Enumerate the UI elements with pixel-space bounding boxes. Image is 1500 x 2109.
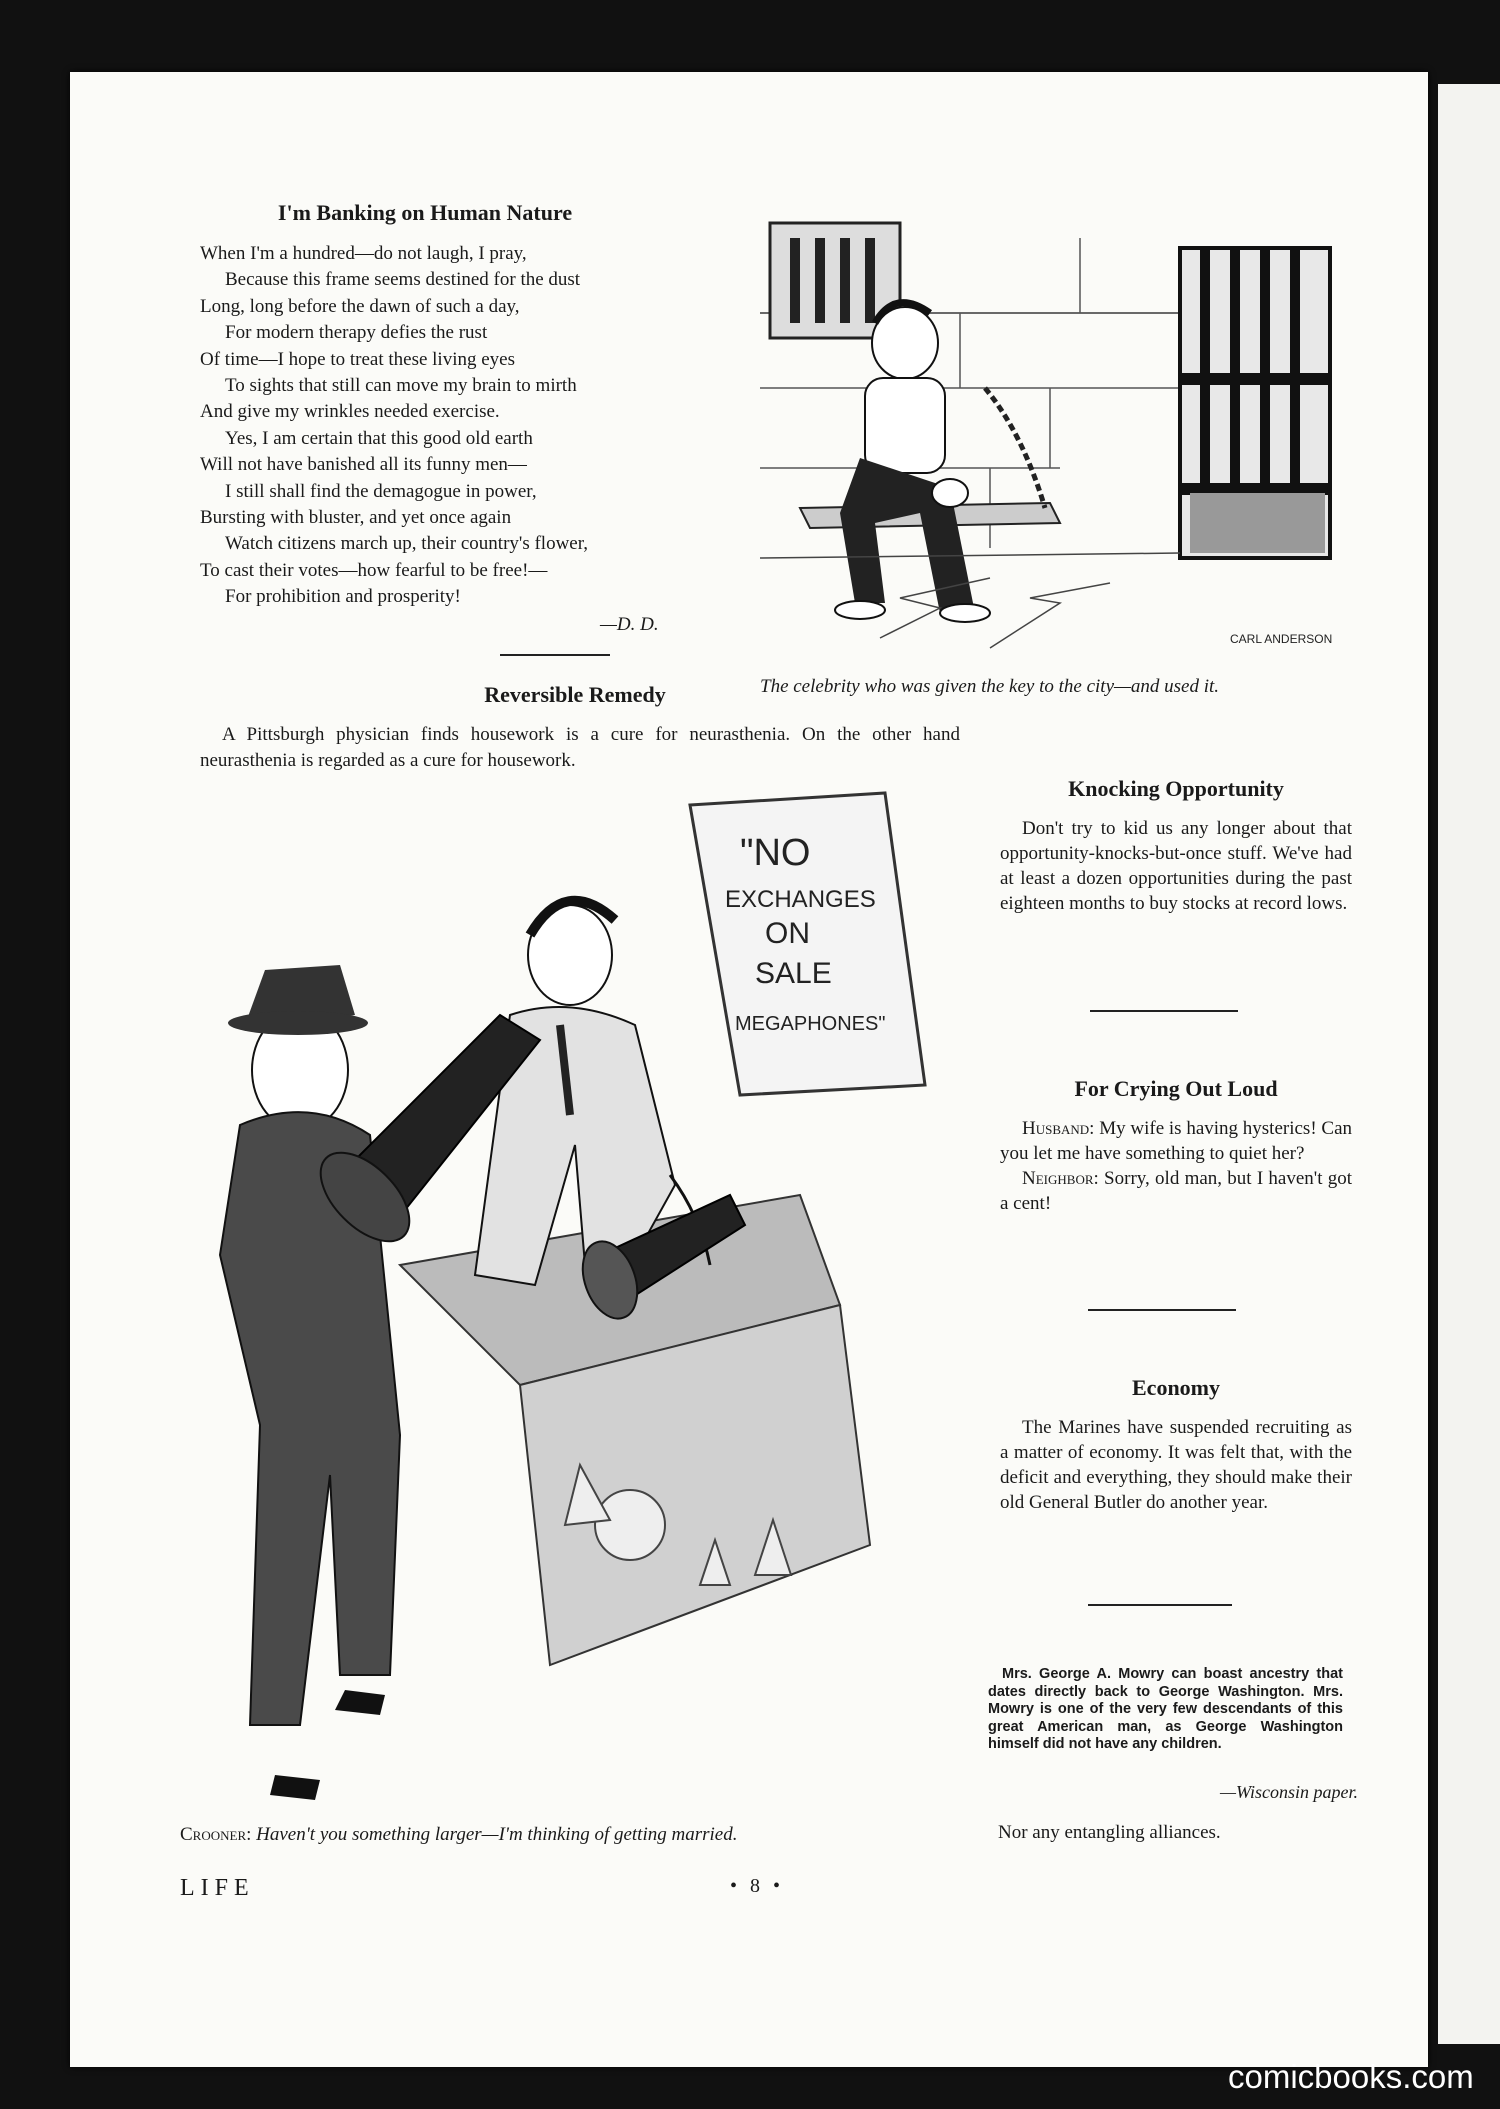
- poem-line: To sights that still can move my brain to mirth: [225, 375, 577, 397]
- husband-label: Husband:: [1022, 1118, 1095, 1139]
- neighbor-text: Sorry, old man, but I haven't got a cent!: [1000, 1168, 1353, 1214]
- divider: [500, 654, 610, 656]
- poem-line: When I'm a hundred—do not laugh, I pray,: [200, 243, 527, 264]
- reversible-title: Reversible Remedy: [484, 682, 666, 707]
- adjacent-page-edge: [1438, 84, 1500, 2044]
- svg-text:MEGAPHONES": MEGAPHONES": [735, 1013, 886, 1035]
- economy-section: [1000, 1375, 1352, 1515]
- knocking-body: Don't try to kid us any longer about that opportunity-knocks-but-once stuff. We've had at least a dozen opportunities during the past eighteen months to buy stocks at record lows.: [1000, 818, 1352, 914]
- divider: [1088, 1309, 1236, 1311]
- jail-cell-cartoon: [760, 218, 1350, 668]
- crying-section: [1000, 1076, 1352, 1216]
- knocking-title: Knocking Opportunity: [1068, 776, 1284, 801]
- poem-line: I still shall find the demagogue in power,: [225, 480, 537, 502]
- knocking-section: [1000, 776, 1352, 916]
- poem-line: For modern therapy defies the rust: [225, 322, 488, 344]
- crying-neighbor-line: [1000, 1166, 1352, 1216]
- poem-title: I'm Banking on Human Nature: [277, 200, 573, 225]
- caption-speaker: Crooner:: [180, 1824, 252, 1845]
- clipping-source: —Wisconsin paper.: [1220, 1782, 1359, 1802]
- economy-title: Economy: [1132, 1375, 1220, 1400]
- poem-line: Will not have banished all its funny men—: [200, 454, 527, 476]
- poem-line: Yes, I am certain that this good old earth: [225, 427, 533, 449]
- svg-text:EXCHANGES: EXCHANGES: [725, 886, 876, 913]
- economy-body: The Marines have suspended recruiting as a matter of economy. It was felt that, with the deficit and everything, they should make their old General Butler do another year.: [1000, 1417, 1352, 1513]
- husband-text: My wife is having hysterics! Can you let me have something to quiet her?: [1000, 1118, 1353, 1164]
- page-number: • 8 •: [730, 1875, 785, 1897]
- poem-line: Long, long before the dawn of such a day,: [200, 295, 520, 317]
- poem-line: Bursting with bluster, and yet once again: [200, 507, 512, 529]
- crying-title: For Crying Out Loud: [1074, 1076, 1278, 1101]
- poem-body: [200, 241, 760, 611]
- magazine-name: LIFE: [180, 1875, 255, 1901]
- newspaper-clipping: Mrs. George A. Mowry can boast ancestry that dates directly back to George Washington. Mrs. Mowry is one of the very few descendants of this great American man, as George Washington himself did not have any children.: [988, 1666, 1343, 1752]
- poem-line: Watch citizens march up, their country's flower,: [225, 533, 589, 555]
- reversible-body: A Pittsburgh physician finds housework is a cure for neurasthenia. On the other hand neurasthenia is regarded as a cure for housework.: [200, 724, 960, 771]
- megaphone-cartoon: [180, 785, 970, 1815]
- poem-line: For prohibition and prosperity!: [225, 586, 461, 608]
- svg-text:"NO: "NO: [740, 832, 811, 874]
- megaphone-cartoon-caption: [180, 1824, 737, 1846]
- poem-line: And give my wrinkles needed exercise.: [200, 401, 500, 423]
- caption-text: Haven't you something larger—I'm thinking of getting married.: [256, 1824, 738, 1845]
- artist-signature: CARL ANDERSON: [1230, 632, 1333, 646]
- svg-text:SALE: SALE: [755, 957, 832, 990]
- poem-signature: —D. D.: [600, 614, 659, 635]
- poem-line: To cast their votes—how fearful to be free!—: [200, 559, 548, 581]
- svg-text:ON: ON: [765, 917, 810, 950]
- clipping-retort: Nor any entangling alliances.: [998, 1822, 1221, 1843]
- watermark: comicbooks.com: [1228, 2058, 1474, 2095]
- poem-line: Of time—I hope to treat these living eyes: [200, 348, 515, 370]
- jail-cartoon-caption: The celebrity who was given the key to the city—and used it.: [760, 676, 1220, 697]
- neighbor-label: Neighbor:: [1022, 1168, 1099, 1189]
- poem-line: Because this frame seems destined for the dust: [225, 269, 581, 291]
- divider: [1088, 1604, 1232, 1606]
- crying-husband-line: [1000, 1116, 1352, 1166]
- divider: [1090, 1010, 1238, 1012]
